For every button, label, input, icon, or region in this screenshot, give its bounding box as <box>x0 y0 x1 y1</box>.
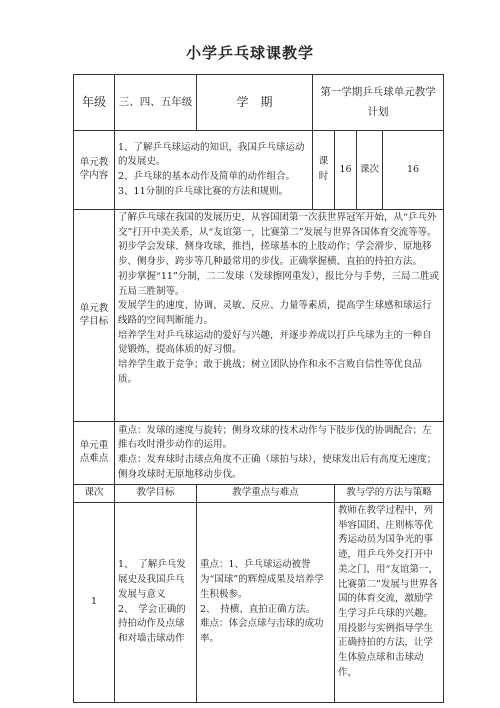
plan-table <box>73 74 444 703</box>
col-key: 教学重点与难点 <box>197 485 335 503</box>
lesson-goals-cell <box>115 503 197 703</box>
key-paragraph: 难点：发弃球时击球点角度不正确（球拍与球），使球发出后有高度无速度；侧身攻球时无原地移动步伐。 <box>118 454 437 480</box>
key-paragraph: 重点：发球的速度与旋转；侧身攻球的技术动作与下肢步伐的协调配合；左推右攻时滑步动作的运用。 <box>118 424 432 451</box>
lesson-key-item: 2、 持横、直拍正确方法。 <box>200 603 316 615</box>
unit-goals-cell <box>115 210 444 422</box>
page-title: 小学乒乓球课教学 <box>185 44 314 62</box>
lesson-method-cell: 教师在教学过程中，列举容国团、庄则栋等优秀运动员为国争光的事迹，用乒乓外交打开中美之门，用“友谊第一，比赛第二”发展与世界各国的体育交流，激励学生学习乒乓球的兴趣。用投影与实例指导学生正确持拍的方法，让学生体验点球和击球动作， <box>335 503 444 703</box>
unit-content-cell <box>115 131 313 210</box>
unit-content-item: 2、乒乓球的基本动作及简单的动作组合。 <box>118 171 296 182</box>
goal-paragraph: 培养学生对乒乓球运动的爱好与兴趣，并逐步养成以打乒乓球为主的一种自觉锻炼，提高体质的好习惯。 <box>118 329 432 356</box>
goal-paragraph: 培养学生敢于竞争；敢于挑战；树立团队协作和永不言败自信性等优良品质。 <box>118 359 423 385</box>
lesson-key-item: 难点：体会点球与击球的成功率。 <box>200 618 324 644</box>
unit-content-label: 单元教学内容 <box>74 131 115 210</box>
unit-content-item: 1、了解乒乓球运动的知识，我国乒乓球运动的发展史。 <box>118 141 305 168</box>
hours-label: 课时 <box>313 131 335 210</box>
lesson-goal-item: 2、 学会正确的持拍动作及点球和对墙击球动作 <box>118 603 186 644</box>
term-value: 第一学期乒乓球单元教学计划 <box>313 75 444 131</box>
grade-label: 年级 <box>74 75 115 131</box>
grade-value: 三、四、五年级 <box>115 75 197 131</box>
unit-goals-label: 单元教学目标 <box>74 210 115 422</box>
goal-paragraph: 了解乒乓球在我国的发展历史，从容国团第一次获世界冠军开始，从“乒乓外交”打开中美关系，从“友谊第一，比赛第二”发展与世界各国体育交流等等。 <box>118 212 437 238</box>
term-label: 学 期 <box>197 75 313 131</box>
unit-content-item: 3、11分制的乒乓球比赛的方法和规则。 <box>118 185 289 197</box>
lesson-key-cell <box>197 503 335 703</box>
lesson-goal-item: 1、 了解乒乓发展史及我国乒乓发展与意义 <box>118 559 186 600</box>
col-method: 教与学的方法与策略 <box>335 485 444 503</box>
hours-value: 16 <box>335 131 357 210</box>
goal-paragraph: 初步掌握“11”分制，二二发球（发球擦网重发），报比分与手势，三局二胜或五局三胜制等。 <box>118 270 440 297</box>
lessons-value: 16 <box>383 131 444 210</box>
lesson-key-item: 重点：1、乒乓球运动被誉为“国球”的辉煌成果及培养学生积极参。 <box>200 559 324 600</box>
col-lesson: 课次 <box>74 485 115 503</box>
goal-paragraph: 初步学会发球、侧身攻球，推挡，搓球基本的上肢动作；学会滑步、原地移步、侧身步、跨步等几种最常用的步伐。正确掌握横、直拍的持拍方法。 <box>118 241 432 268</box>
lessons-label: 课次 <box>357 131 383 210</box>
lesson-number: 1 <box>74 503 115 703</box>
unit-key-label: 单元重点难点 <box>74 422 115 485</box>
unit-key-cell <box>115 422 444 485</box>
goal-paragraph: 发展学生的速度、协调、灵敏、反应、力量等素质，提高学生球感和球运行线路的空间判断能力。 <box>118 300 432 327</box>
col-goal: 教学目标 <box>115 485 197 503</box>
